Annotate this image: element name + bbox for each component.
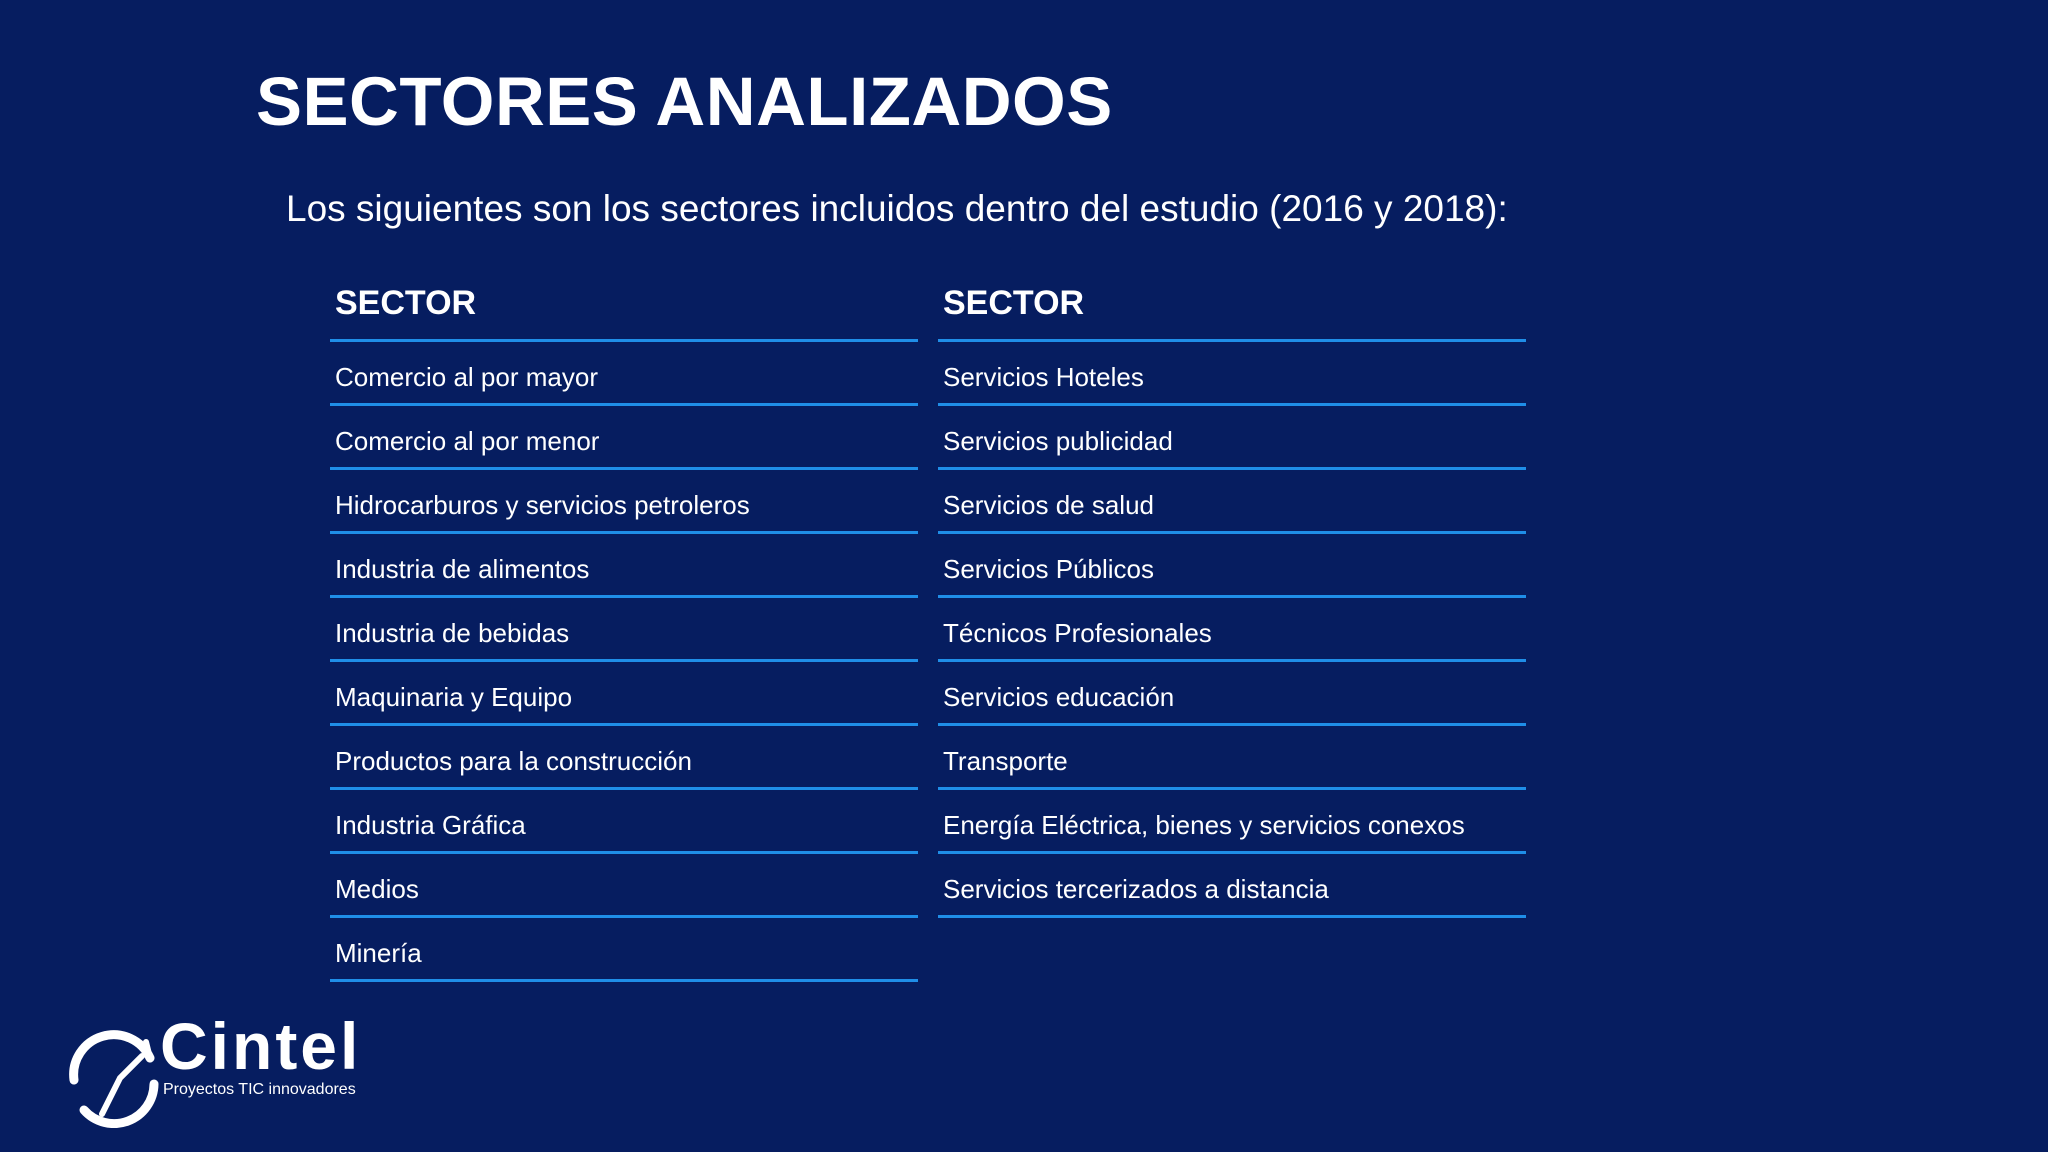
column-header: SECTOR — [330, 280, 918, 342]
table-row: Energía Eléctrica, bienes y servicios conexos — [938, 790, 1526, 854]
table-row: Transporte — [938, 726, 1526, 790]
table-row: Hidrocarburos y servicios petroleros — [330, 470, 918, 534]
table-row: Técnicos Profesionales — [938, 598, 1526, 662]
table-row: Comercio al por mayor — [330, 342, 918, 406]
sector-table-right — [938, 280, 1526, 918]
column-header: SECTOR — [938, 280, 1526, 342]
table-row: Servicios Hoteles — [938, 342, 1526, 406]
table-row: Servicios Públicos — [938, 534, 1526, 598]
table-row: Maquinaria y Equipo — [330, 662, 918, 726]
table-row: Servicios publicidad — [938, 406, 1526, 470]
slide-title: SECTORES ANALIZADOS — [256, 63, 1113, 140]
table-row: Medios — [330, 854, 918, 918]
table-row: Servicios de salud — [938, 470, 1526, 534]
table-row: Servicios educación — [938, 662, 1526, 726]
logo-tagline: Proyectos TIC innovadores — [163, 1081, 356, 1098]
cintel-swirl-icon — [74, 1035, 154, 1124]
table-row: Comercio al por menor — [330, 406, 918, 470]
table-row: Industria Gráfica — [330, 790, 918, 854]
table-row: Productos para la construcción — [330, 726, 918, 790]
slide-subtitle: Los siguientes son los sectores incluidos dentro del estudio (2016 y 2018): — [286, 188, 1508, 229]
table-row: Minería — [330, 918, 918, 982]
logo-wordmark: Cintel — [160, 1009, 362, 1083]
table-row: Industria de bebidas — [330, 598, 918, 662]
table-row: Industria de alimentos — [330, 534, 918, 598]
table-row: Servicios tercerizados a distancia — [938, 854, 1526, 918]
sector-table-left — [330, 280, 918, 982]
